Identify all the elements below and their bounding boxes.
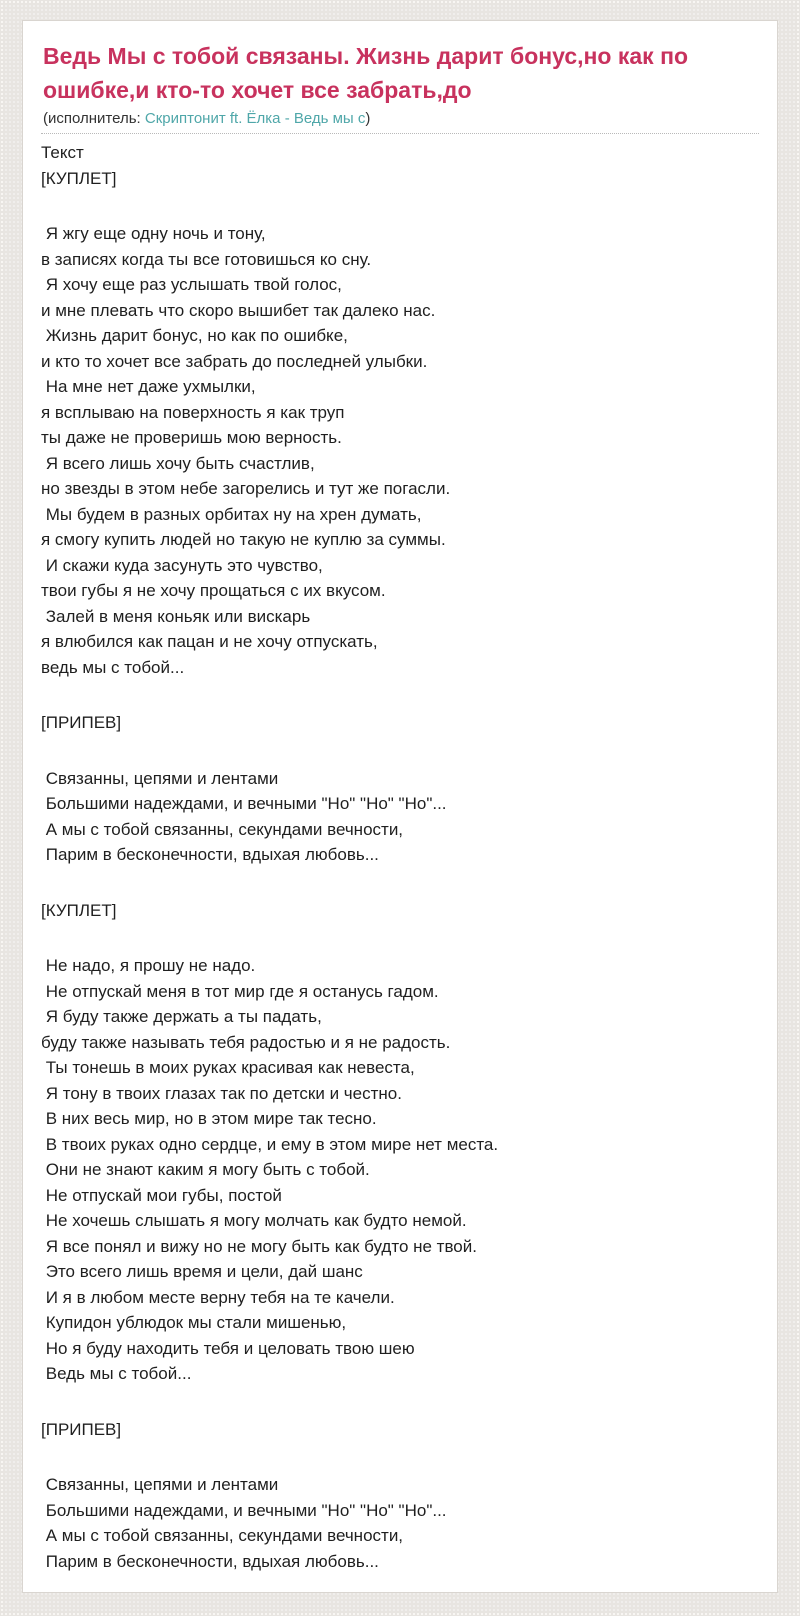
lyric-line: В твоих руках одно сердце, и ему в этом мире нет места.	[41, 1134, 499, 1154]
lyric-line: Купидон ублюдок мы стали мишенью,	[41, 1313, 347, 1332]
lyric-line: и мне плевать что скоро вышибет так далеко нас.	[41, 300, 436, 320]
song-title: Ведь Мы с тобой связаны. Жизнь дарит бонус,но как по ошибке,и кто-то хочет все забрать,до	[43, 43, 689, 103]
lyric-line: Связанны, цепями и лентами	[41, 1475, 279, 1494]
lyric-line: Ведь мы с тобой...	[41, 1364, 192, 1383]
section-heading: [ПРИПЕВ]	[41, 713, 122, 732]
lyric-line: Не отпускай меня в тот мир где я останусь гадом.	[41, 981, 439, 1001]
lyric-line: Не отпускай мои губы, постой	[41, 1185, 282, 1205]
lyric-line: Я буду также держать а ты падать,	[41, 1007, 322, 1026]
stanza	[41, 1472, 759, 1574]
lyric-line: твои губы я не хочу прощаться с их вкусом.	[41, 581, 386, 600]
lyric-line: Парим в бесконечности, вдыхая любовь...	[41, 1551, 379, 1571]
text-label: Текст	[41, 143, 84, 162]
lyric-line: Это всего лишь время и цели, дай шанс	[41, 1262, 363, 1281]
lyric-line: Ты тонешь в моих руках красивая как невеста,	[41, 1058, 415, 1077]
lyric-line: Не надо, я прошу не надо.	[41, 956, 256, 975]
section-heading: [ПРИПЕВ]	[41, 1419, 122, 1439]
stanza	[41, 953, 759, 1387]
section-heading: [КУПЛЕТ]	[41, 900, 117, 920]
performer-suffix: )	[365, 110, 371, 127]
lyric-line: Я все понял и вижу но не могу быть как будто не твой.	[41, 1236, 477, 1256]
stanza	[41, 766, 759, 868]
lyric-line: буду также называть тебя радостью и я не радость.	[41, 1032, 451, 1052]
lyric-line: Залей в меня коньяк или вискарь	[41, 606, 311, 626]
performer-line	[43, 109, 757, 129]
lyric-line: Но я буду находить тебя и целовать твою шею	[41, 1338, 415, 1358]
dotted-separator	[41, 133, 759, 134]
lyric-line: я всплываю на поверхность я как труп	[41, 402, 345, 422]
lyric-line: Я хочу еще раз услышать твой голос,	[41, 275, 342, 294]
lyric-line: Большими надеждами, и вечными "Но" "Но" "Но"...	[41, 794, 447, 813]
lyric-line: Жизнь дарит бонус, но как по ошибке,	[41, 326, 348, 345]
lyric-line: А мы с тобой связанны, секундами вечности,	[41, 1526, 404, 1545]
lyric-line: ты даже не проверишь мою верность.	[41, 428, 342, 447]
lyric-line: ведь мы с тобой...	[41, 657, 185, 677]
lyric-line: Связанны, цепями и лентами	[41, 768, 279, 788]
lyric-line: Я жгу еще одну ночь и тону,	[41, 224, 266, 243]
lyric-line: и кто то хочет все забрать до последней улыбки.	[41, 351, 428, 371]
lyric-line: но звезды в этом небе загорелись и тут же погасли.	[41, 479, 451, 498]
lyric-line: Они не знают каким я могу быть с тобой.	[41, 1160, 370, 1179]
lyric-line: На мне нет даже ухмылки,	[41, 377, 256, 396]
lyric-line: Я тону в твоих глазах так по детски и честно.	[41, 1083, 402, 1103]
lyric-line: В них весь мир, но в этом мире так тесно.	[41, 1109, 377, 1128]
lyrics-text	[41, 140, 759, 1574]
section-heading: [КУПЛЕТ]	[41, 168, 117, 188]
lyric-line: Мы будем в разных орбитах ну на хрен думать,	[41, 504, 422, 524]
stanza	[41, 221, 759, 680]
lyric-line: А мы с тобой связанны, секундами вечности,	[41, 819, 404, 839]
performer-prefix: (исполнитель:	[43, 110, 145, 127]
lyric-line: Парим в бесконечности, вдыхая любовь...	[41, 845, 379, 864]
lyric-line: И скажи куда засунуть это чувство,	[41, 555, 323, 575]
lyric-line: Большими надеждами, и вечными "Но" "Но" "Но"...	[41, 1500, 447, 1520]
lyric-line: я смогу купить людей но такую не куплю за суммы.	[41, 530, 446, 549]
lyrics-card	[22, 20, 778, 1593]
lyric-line: Не хочешь слышать я могу молчать как будто немой.	[41, 1211, 467, 1230]
artist-link[interactable]: Скриптонит ft. Ёлка - Ведь мы с	[144, 110, 366, 127]
lyric-line: я влюбился как пацан и не хочу отпускать,	[41, 632, 378, 651]
lyric-line: И я в любом месте верну тебя на те качели.	[41, 1287, 395, 1307]
lyric-line: Я всего лишь хочу быть счастлив,	[41, 453, 315, 473]
lyric-line: в записях когда ты все готовишься ко сну.	[41, 249, 372, 269]
